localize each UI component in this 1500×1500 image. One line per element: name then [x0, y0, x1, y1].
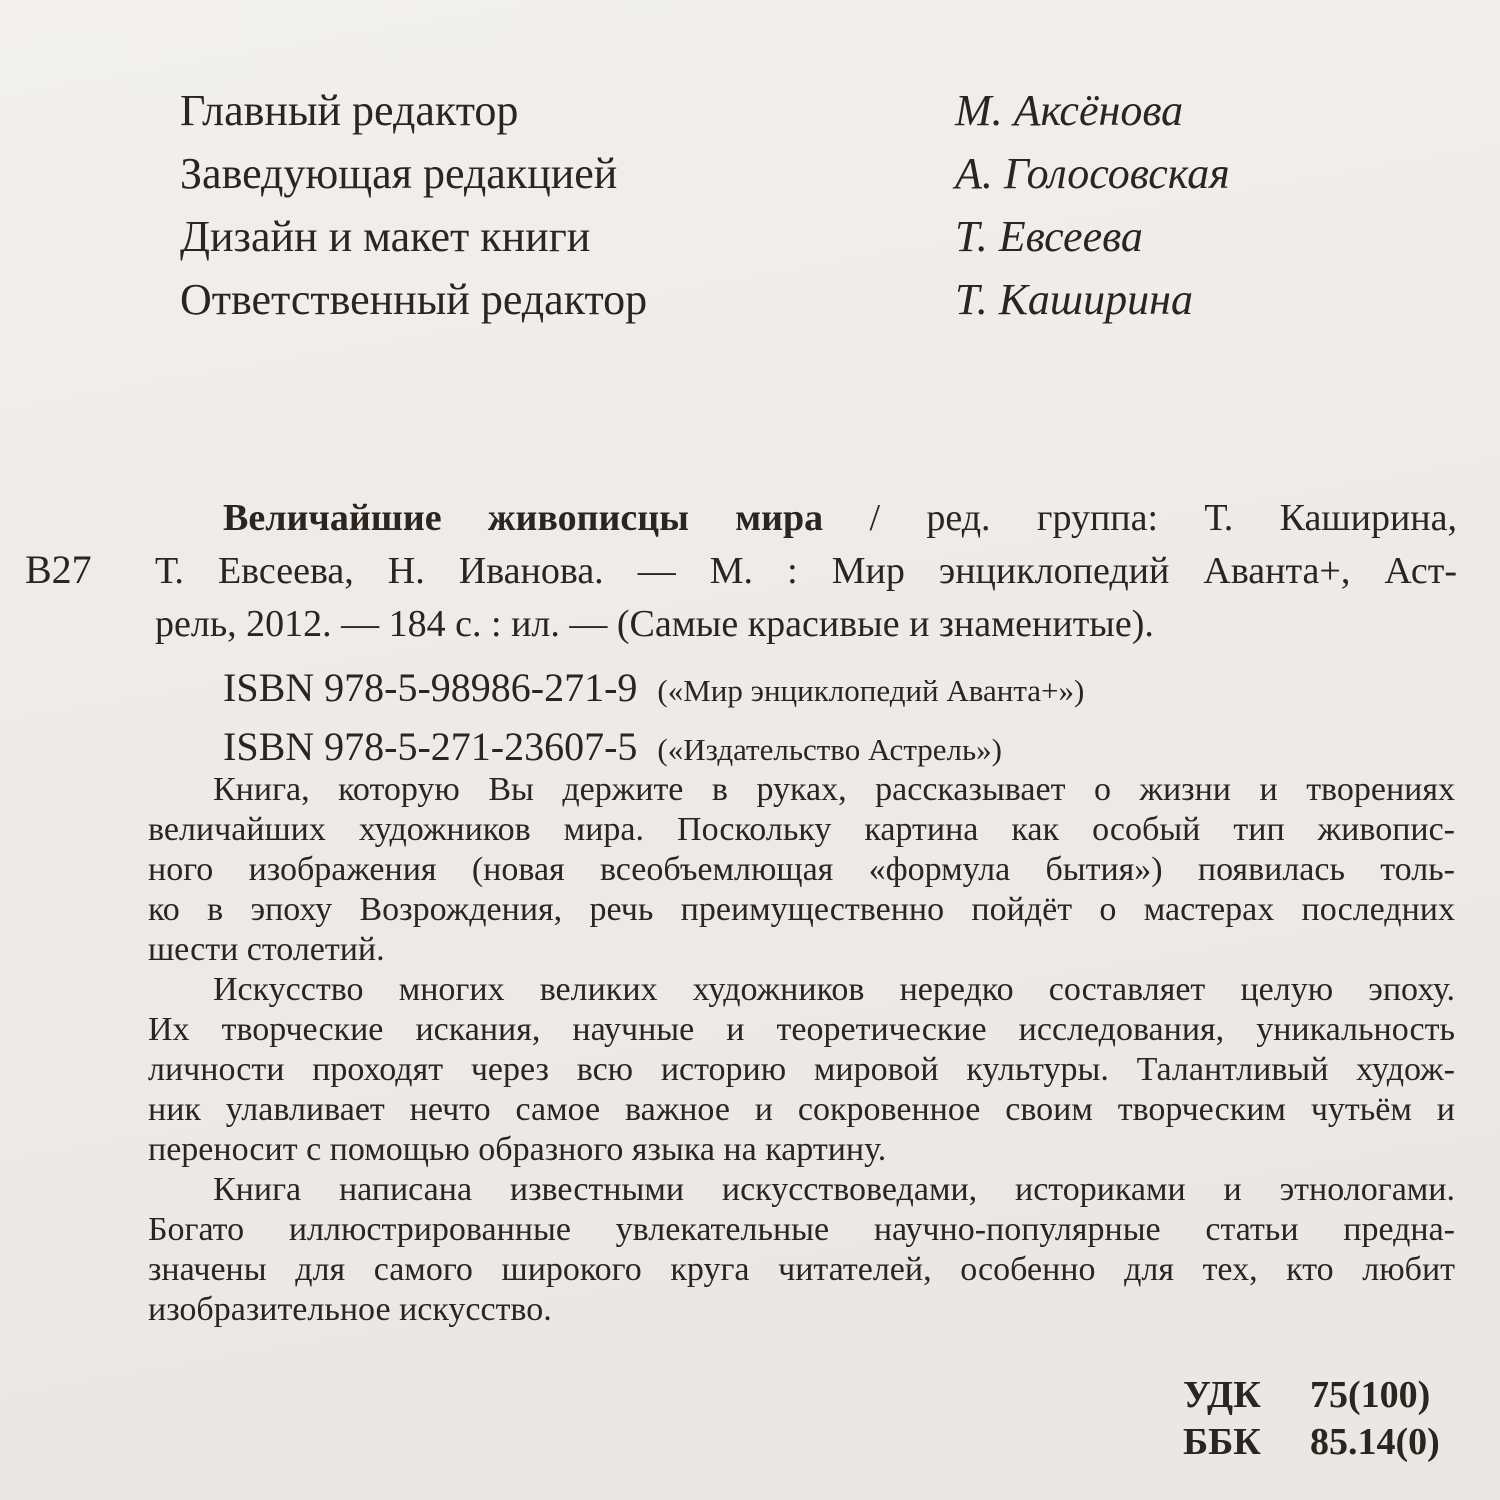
- bibliographic-line: рель, 2012. — 184 с. : ил. — (Самые красивые и знаменитые).: [155, 603, 1154, 645]
- annotation-paragraph: [148, 1170, 1455, 1330]
- credit-role: Дизайн и макет книги: [180, 212, 591, 261]
- annotation-line: Книга, которую Вы держите в руках, рассказывает о жизни и творениях: [213, 771, 1455, 808]
- bibliographic-line: [155, 492, 1457, 545]
- bbk-label: ББК: [1183, 1421, 1261, 1463]
- bbk-value: 85.14(0): [1310, 1421, 1440, 1463]
- credit-row: [180, 88, 1410, 134]
- bibliographic-line: Т. Евсеева, Н. Иванова. — М. : Мир энциклопедий Аванта+, Аст-: [155, 550, 1457, 592]
- credit-row: [180, 151, 1410, 197]
- bbk-row: [1183, 1419, 1440, 1466]
- credit-name: М. Аксёнова: [955, 86, 1184, 135]
- isbn-publisher: («Издательство Астрель»): [657, 732, 1002, 767]
- bibliographic-entry: [155, 492, 1457, 651]
- isbn-publisher: («Мир энциклопедий Аванта+»): [657, 673, 1085, 708]
- annotation-line: изобразительное искусство.: [148, 1291, 552, 1328]
- credits-block: [180, 88, 1410, 340]
- credit-role: Ответственный редактор: [180, 275, 648, 324]
- annotation-line: Книга написана известными искусствоведами, историками и этнологами.: [213, 1171, 1455, 1208]
- annotation-line: переносит с помощью образного языка на картину.: [148, 1131, 887, 1168]
- isbn-number: ISBN 978-5-98986-271-9: [223, 665, 638, 710]
- classification-codes: [1183, 1372, 1440, 1466]
- isbn-number: ISBN 978-5-271-23607-5: [223, 724, 638, 769]
- editors-group: / ред. группа: Т. Каширина,: [823, 497, 1457, 539]
- isbn-row: [223, 660, 1457, 719]
- credit-role: Главный редактор: [180, 86, 519, 135]
- catalog-entry-block: [25, 492, 1457, 778]
- annotation-paragraph: [148, 770, 1455, 970]
- credit-name: Т. Каширина: [955, 275, 1193, 324]
- annotation-line: ник улавливает нечто самое важное и сокровенное своим творческим чутьём и: [148, 1091, 1455, 1128]
- annotation-line: шести столетий.: [148, 931, 385, 968]
- credit-name: А. Голосовская: [955, 149, 1230, 198]
- annotation-line: значены для самого широкого круга читателей, особенно для тех, кто любит: [148, 1251, 1455, 1288]
- credit-name: Т. Евсеева: [955, 212, 1143, 261]
- credit-row: [180, 214, 1410, 260]
- annotation-block: [148, 770, 1455, 1330]
- annotation-line: величайших художников мира. Поскольку картина как особый тип живопис-: [148, 811, 1455, 848]
- annotation-line: личности проходят через всю историю мировой культуры. Талантливый худож-: [148, 1051, 1455, 1088]
- catalog-authors-sign: В27: [25, 547, 92, 592]
- annotation-line: ного изображения (новая всеобъемлющая «формула бытия») появилась толь-: [148, 851, 1455, 888]
- annotation-line: Богато иллюстрированные увлекательные научно-популярные статьи предна-: [148, 1211, 1455, 1248]
- annotation-line: ко в эпоху Возрождения, речь преимущественно пойдёт о мастерах последних: [148, 891, 1455, 928]
- credit-role: Заведующая редакцией: [180, 149, 618, 198]
- annotation-line: Их творческие искания, научные и теоретические исследования, уникальность: [148, 1011, 1455, 1048]
- credit-row: [180, 277, 1410, 323]
- udk-label: УДК: [1183, 1374, 1261, 1416]
- annotation-line: Искусство многих великих художников нередко составляет целую эпоху.: [213, 971, 1455, 1008]
- annotation-paragraph: [148, 970, 1455, 1170]
- udk-row: [1183, 1372, 1440, 1419]
- book-title: Величайшие живописцы мира: [223, 497, 824, 539]
- udk-value: 75(100): [1310, 1374, 1431, 1416]
- isbn-block: [223, 660, 1457, 778]
